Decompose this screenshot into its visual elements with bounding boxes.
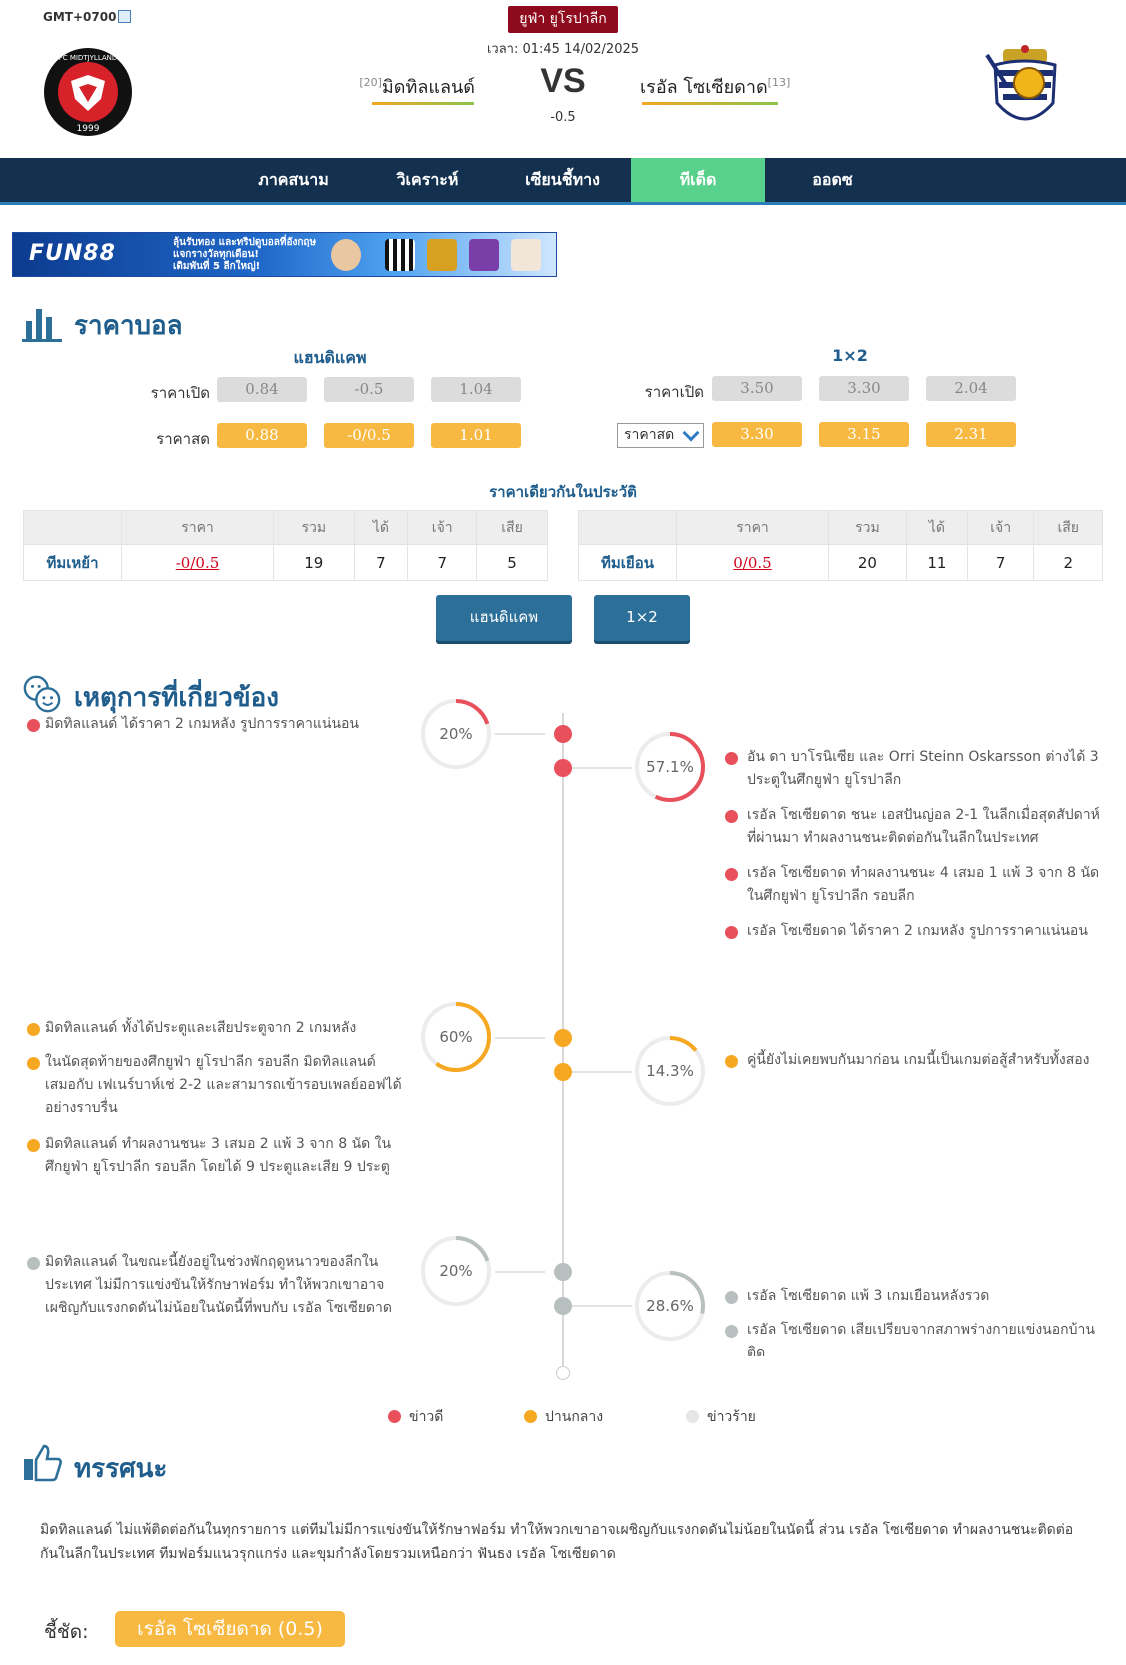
player-image [331, 239, 361, 271]
away-team-logo[interactable] [985, 43, 1065, 135]
nav-item-experts[interactable]: เซียนชี้ทาง [525, 170, 600, 189]
neutral-dot [554, 1029, 572, 1047]
opinion-section-title: ทรรศนะ [74, 1454, 168, 1484]
away-underline [642, 102, 778, 105]
ad-banner[interactable] [12, 232, 557, 277]
event-item: อัน ดา บาโรนิเซีย และ Orri Steinn Oskarsson ต่างได้ 3 ประตูในศึกยูฟ่า ยูโรปาลีก [725, 746, 1105, 792]
connector [495, 1271, 545, 1273]
1x2-live-away: 2.31 [926, 422, 1016, 447]
connector [495, 733, 545, 735]
timeline-end-marker [556, 1366, 570, 1380]
pick-badge: เรอัล โซเซียดาด (0.5) [115, 1611, 345, 1647]
connector [572, 767, 632, 769]
thumbs-up-icon [22, 1442, 62, 1482]
main-nav [0, 158, 1126, 205]
home-good-ring [420, 698, 492, 770]
match-time: เวลา: 01:45 14/02/2025 [486, 42, 640, 57]
event-item: คู่นี้ยังไม่เคยพบกันมาก่อน เกมนี้เป็นเกมต่อสู้สำหรับทั้งสอง [725, 1049, 1105, 1072]
home-underline [372, 102, 474, 105]
event-item: มิดทิลแลนด์ ทั้งได้ประตูและเสียประตูจาก 2 เกมหลัง [27, 1017, 407, 1040]
handicap-open-label: ราคาเปิด [150, 384, 210, 402]
1x2-toggle-button[interactable]: 1×2 [594, 595, 690, 641]
history-price-link[interactable]: -0/0.5 [122, 545, 274, 581]
home-logo-text: FC MIDTJYLLAND [58, 54, 118, 62]
history-price-link[interactable]: 0/0.5 [677, 545, 829, 581]
1x2-open-away: 2.04 [926, 376, 1016, 401]
handicap-live-home: 0.88 [217, 423, 307, 448]
1x2-live-draw: 3.15 [819, 422, 909, 447]
event-item: เรอัล โซเซียดาด ชนะ เอสปันญ่อล 2-1 ในลีกเมื่อสุดสัปดาห์ที่ผ่านมา ทำผลงานชนะติดต่อกันในลีกในประเทศ [725, 804, 1105, 850]
phone-icon [511, 239, 541, 271]
opinion-text: มิดทิลแลนด์ ไม่แพ้ติดต่อกันในทุกรายการ แต่ทีมไม่มีการแข่งขันให้รักษาฟอร์ม ทำให้พวกเขาอาจเผชิญกับแรงกดดันไม่น้อยในนัดนี้ ส่วน เรอัล โซเซียดาด ทำผลงานชนะติดต่อกันในลีกในประเทศ ทีมฟอร์มแนวรุกแกร่ง และขุมกำลังโดยรวมเหนือกว่า ฟันธง เรอัล โซเซียดาด [40, 1522, 1074, 1562]
event-item: เรอัล โซเซียดาด ได้ราคา 2 เกมหลัง รูปการราคาแน่นอน [725, 920, 1105, 943]
legend-bad: ข่าวร้าย [686, 1406, 756, 1428]
handicap-open-home: 0.84 [217, 377, 307, 402]
nav-item-odds[interactable]: ออดซ [812, 170, 853, 189]
gift-box-icon [469, 239, 499, 271]
home-neutral-pct: 60% [439, 1028, 473, 1046]
clock-icon [118, 10, 131, 23]
handicap-heading: แฮนดิแคพ [293, 348, 367, 367]
event-item: ในนัดสุดท้ายของศึกยูฟ่า ยูโรปาลีก รอบลีก มิดทิลแลนด์ เสมอกับ เฟเนร์บาห์เช่ 2-2 และสามารถเข้ารอบเพลย์ออฟได้อย่างราบรื่น [27, 1051, 407, 1120]
handicap-line: -0.5 [550, 110, 576, 125]
home-team-name[interactable]: [20]มิดทิลแลนด์ [359, 76, 475, 98]
legend-neutral: ปานกลาง [524, 1406, 603, 1428]
chevron-down-icon [683, 425, 700, 442]
neutral-dot [554, 1063, 572, 1081]
odds-type-select[interactable]: ราคาสด [617, 423, 704, 448]
away-bad-ring [634, 1270, 706, 1342]
home-logo-year: 1999 [76, 124, 100, 134]
good-dot [554, 725, 572, 743]
nav-item-field[interactable]: ภาคสนาม [258, 170, 329, 189]
nav-item-tips[interactable]: ทีเด็ด [631, 158, 765, 202]
home-bad-ring [420, 1235, 492, 1307]
away-team-name[interactable]: เรอัล โซเซียดาด[13] [640, 76, 791, 98]
1x2-open-label: ราคาเปิด [644, 383, 704, 401]
away-good-ring [634, 731, 706, 803]
gold-chest-icon [427, 239, 457, 271]
home-neutral-ring [420, 1001, 492, 1073]
away-history-table: ราคา รวม ได้ เจ้า เสีย ทีมเยือน 0/0.5 20 11 7 2 [578, 510, 1103, 581]
handicap-open-line: -0.5 [324, 377, 414, 402]
timezone-label[interactable]: GMT+0700 [43, 10, 131, 24]
away-neutral-pct: 14.3% [646, 1062, 694, 1080]
connector [572, 1071, 632, 1073]
table-row: ทีมเยือน 0/0.5 20 11 7 2 [579, 545, 1103, 581]
events-section-title: เหตุการที่เกี่ยวข้อง [74, 683, 279, 713]
vs-label: VS [540, 62, 586, 100]
connector [572, 1305, 632, 1307]
event-item: มิดทิลแลนด์ ได้ราคา 2 เกมหลัง รูปการราคาแน่นอน [27, 713, 407, 736]
1x2-open-draw: 3.30 [819, 376, 909, 401]
league-badge[interactable]: ยูฟ่า ยูโรปาลีก [508, 6, 618, 33]
away-bad-pct: 28.6% [646, 1297, 694, 1315]
bad-dot [554, 1263, 572, 1281]
bar-chart-icon [22, 303, 62, 343]
connector [495, 1037, 545, 1039]
event-item: เรอัล โซเซียดาด ทำผลงานชนะ 4 เสมอ 1 แพ้ 3 จาก 8 นัดในศึกยูฟ่า ยูโรปาลีก รอบลีก [725, 862, 1105, 908]
legend-good: ข่าวดี [388, 1406, 443, 1428]
good-dot [554, 759, 572, 777]
handicap-live-away: 1.01 [431, 423, 521, 448]
home-good-pct: 20% [439, 725, 473, 743]
home-team-logo[interactable] [43, 47, 133, 137]
nav-item-analysis[interactable]: วิเคราะห์ [396, 170, 459, 189]
1x2-open-home: 3.50 [712, 376, 802, 401]
event-item: เรอัล โซเซียดาด แพ้ 3 เกมเยือนหลังรวด [725, 1285, 1105, 1308]
history-title: ราคาเดียวกันในประวัติ [489, 483, 637, 501]
smiley-faces-icon [22, 674, 62, 714]
banner-promo: ลุ้นรับทอง และทริปดูบอลที่อังกฤษ แจกรางวัลทุกเดือน! เดิมพันที่ 5 ลีกใหญ่! [173, 237, 317, 272]
handicap-open-away: 1.04 [431, 377, 521, 402]
away-neutral-ring [634, 1035, 706, 1107]
home-history-table: ราคา รวม ได้ เจ้า เสีย ทีมเหย้า -0/0.5 19 7 7 5 [23, 510, 548, 581]
home-bad-pct: 20% [439, 1262, 473, 1280]
handicap-live-line: -0/0.5 [324, 423, 414, 448]
odds-section-title: ราคาบอล [74, 311, 183, 341]
away-good-pct: 57.1% [646, 758, 694, 776]
table-row: ทีมเหย้า -0/0.5 19 7 7 5 [24, 545, 548, 581]
handicap-toggle-button[interactable]: แฮนดิแคพ [436, 595, 572, 641]
1x2-heading: 1×2 [832, 346, 868, 365]
bad-dot [554, 1297, 572, 1315]
pick-label: ชี้ชัด: [44, 1621, 89, 1643]
handicap-live-label: ราคาสด [156, 430, 210, 448]
1x2-live-home: 3.30 [712, 422, 802, 447]
banner-brand: FUN88 [29, 241, 116, 266]
event-item: มิดทิลแลนด์ ทำผลงานชนะ 3 เสมอ 2 แพ้ 3 จาก 8 นัด ในศึกยูฟ่า ยูโรปาลีก รอบลีก โดยได้ 9 ประตูและเสีย 9 ประตู [27, 1133, 407, 1179]
jersey-icon [385, 239, 415, 271]
event-item: เรอัล โซเซียดาด เสียเปรียบจากสภาพร่างกายแข่งนอกบ้านติด [725, 1319, 1105, 1356]
event-item: มิดทิลแลนด์ ในขณะนี้ยังอยู่ในช่วงพักฤดูหนาวของลีกในประเทศ ไม่มีการแข่งขันให้รักษาฟอร์ม ทำให้พวกเขาอาจเผชิญกับแรงกดดันไม่น้อยในนัดนี้ที่พบกับ เรอัล โซเซียดาด [27, 1251, 407, 1320]
